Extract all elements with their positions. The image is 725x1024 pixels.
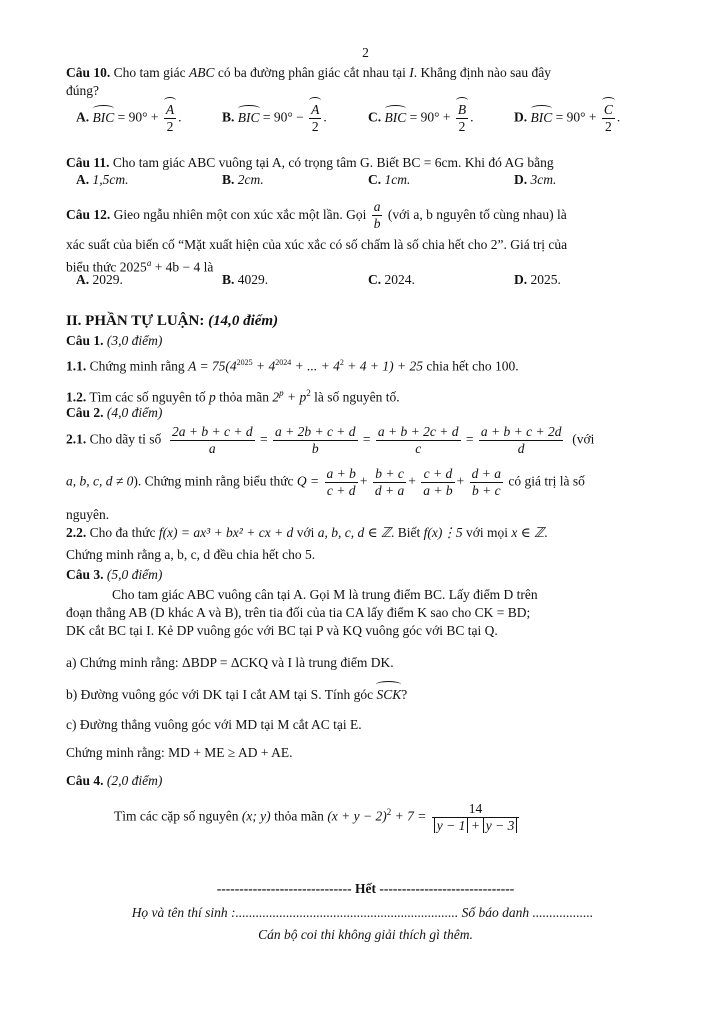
q12-option-a[interactable]: A. 2029. bbox=[76, 272, 123, 287]
c3-part-c: c) Đường thẳng vuông góc với MD tại M cắt AC tại E. bbox=[66, 717, 362, 732]
q12-line1: Câu 12. Gieo ngẫu nhiên một con xúc xắc một lần. Gọi $\frac{a}{b}$ (với a, b nguyên tố cùng nhau) là bbox=[66, 199, 567, 232]
c3-line2: đoạn thẳng AB (D khác A và B), trên tia đối của tia CA lấy điểm K sao cho CK = BD; bbox=[66, 605, 531, 620]
part2-heading: II. PHẦN TỰ LUẬN: (14,0 điểm) bbox=[66, 313, 279, 329]
c4-header: Câu 4. (2,0 điểm) bbox=[66, 773, 163, 788]
q11-stem: Câu 11. Cho tam giác ABC vuông tại A, có trọng tâm G. Biết BC = 6cm. Khi đó AG bằng bbox=[66, 155, 554, 170]
page-number: 2 bbox=[362, 45, 369, 60]
end-marker: ------------------------------ Hết ------------------------------ bbox=[216, 881, 515, 896]
q10-option-a[interactable]: A. BIC = 90° + $\frac{A}{2}$ . bbox=[76, 102, 182, 134]
q10-option-b[interactable]: B. BIC = 90° − $\frac{A}{2}$ . bbox=[222, 102, 327, 134]
c2-part1-line2: a, b, c, d ≠ 0). Chứng minh rằng biểu thức Q = $\frac{a + b}{c + d}$ + $\frac{b + c}{d + a}$ + $\frac{c + d}{a + b}$ + $\frac{d + a}{b + c}$ có giá trị là số bbox=[66, 466, 585, 498]
c3-header: Câu 3. (5,0 điểm) bbox=[66, 567, 163, 582]
q11-option-c[interactable]: C. 1cm. bbox=[368, 172, 411, 187]
c4-statement: Tìm các cặp số nguyên (x; y) thỏa mãn $(x + y - 2)^2 + 7$ = $\frac{14}{y - 1 + y - 3}$ bbox=[114, 792, 665, 837]
c3-part-c2: Chứng minh rằng: MD + ME ≥ AD + AE. bbox=[66, 745, 293, 760]
q12-line3: biểu thức 2025$^a$ + 4b − 4 là bbox=[66, 258, 214, 275]
proctor-note: Cán bộ coi thi không giải thích gì thêm. bbox=[258, 927, 473, 942]
c3-line3: DK cắt BC tại I. Kẻ DP vuông góc với BC tại P và KQ vuông góc với BC tại Q. bbox=[66, 623, 498, 638]
c1-part1: 1.1. Chứng minh rằng $A = 75(4^{2025} + 4^{2024}$ + ... + $4^2 + 4 + 1) + 25$ chia hết cho 100. bbox=[66, 358, 519, 374]
q10-label: Câu 10. bbox=[66, 65, 111, 80]
c2-part1-line3: nguyên. bbox=[66, 507, 110, 522]
c2-part1-line1: 2.1. Cho dãy tỉ số $\frac{2a + b + c + d}{a}$ = $\frac{a + 2b + c + d}{b}$ = $\frac{a + b + 2c + d}{c}$ = $\frac{a + b + c + 2d}{d}$ (với bbox=[66, 424, 595, 456]
q11-option-d[interactable]: D. 3cm. bbox=[514, 172, 557, 187]
q10-line1: Câu 10. Cho tam giác ABC có ba đường phân giác cắt nhau tại I. Khẳng định nào sau đây bbox=[66, 65, 551, 80]
q12-option-b[interactable]: B. 4029. bbox=[222, 272, 269, 287]
candidate-info: Họ và tên thí sinh :.................................................................. Số báo danh .................. bbox=[131, 905, 594, 920]
q12-option-d[interactable]: D. 2025. bbox=[514, 272, 561, 287]
q10-option-d[interactable]: D. BIC = 90° + $\frac{C}{2}$ . bbox=[514, 102, 621, 134]
c3-line1: Cho tam giác ABC vuông cân tại A. Gọi M là trung điểm BC. Lấy điểm D trên bbox=[112, 587, 538, 602]
c3-part-a: a) Chứng minh rằng: ΔBDP = ΔCKQ và I là trung điểm DK. bbox=[66, 655, 394, 670]
q11-option-a[interactable]: A. 1,5cm. bbox=[76, 172, 129, 187]
c2-header: Câu 2. (4,0 điểm) bbox=[66, 405, 163, 420]
c1-header: Câu 1. (3,0 điểm) bbox=[66, 333, 163, 348]
c3-part-b: b) Đường vuông góc với DK tại I cắt AM tại S. Tính góc SCK? bbox=[66, 687, 408, 702]
c1-part2: 1.2. Tìm các số nguyên tố p thỏa mãn $2^p + p^2$ là số nguyên tố. bbox=[66, 388, 400, 405]
q12-line2: xác suất của biến cố “Mặt xuất hiện của xúc xắc có số chấm là số chia hết cho 2”. Giá trị của bbox=[66, 237, 568, 252]
c2-part2-line1: 2.2. Cho đa thức f(x) = ax³ + bx² + cx + d với a, b, c, d ∈ ℤ. Biết f(x)⋮5 với mọi x ∈ ℤ. bbox=[66, 525, 548, 540]
q11-option-b[interactable]: B. 2cm. bbox=[222, 172, 264, 187]
q12-option-c[interactable]: C. 2024. bbox=[368, 272, 415, 287]
c2-part2-line2: Chứng minh rằng a, b, c, d đều chia hết cho 5. bbox=[66, 547, 316, 562]
q10-line2: đúng? bbox=[66, 83, 99, 98]
q10-option-c[interactable]: C. BIC = 90° + $\frac{B}{2}$ . bbox=[368, 102, 474, 134]
